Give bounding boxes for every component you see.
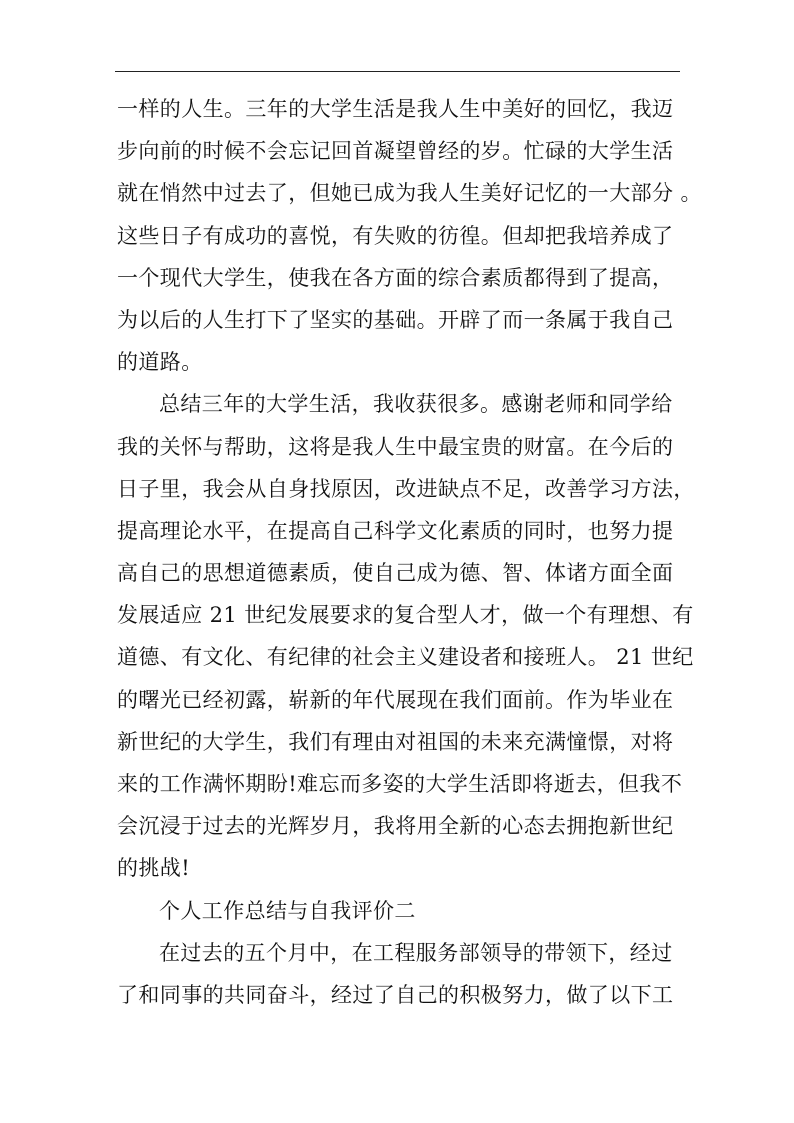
paragraph-first-line: 总结三年的大学生活，我收获很多。感谢老师和同学给: [159, 392, 673, 417]
text-line: 日子里，我会从自身找原因，改进缺点不足，改善学习方法，: [117, 476, 695, 501]
text-line: 新世纪的大学生，我们有理由对祖国的未来充满憧憬，对将: [117, 729, 674, 754]
section-heading: 个人工作总结与自我评价二: [159, 898, 416, 923]
document-body: [117, 88, 702, 1016]
text-line: 的道路。: [117, 350, 203, 375]
text-line: 这些日子有成功的喜悦，有失败的彷徨。但却把我培养成了: [117, 223, 674, 248]
text-line: 的挑战!: [117, 856, 191, 881]
text-line: 高自己的思想道德素质，使自己成为德、智、体诸方面全面: [117, 561, 674, 586]
text-line: 道德、有文化、有纪律的社会主义建设者和接班人。 21 世纪: [117, 645, 694, 670]
text-line: 步向前的时候不会忘记回首凝望曾经的岁。忙碌的大学生活: [117, 139, 674, 164]
text-line: 发展适应 21 世纪发展要求的复合型人才，做一个有理想、有: [117, 603, 694, 628]
text-line: 我的关怀与帮助，这将是我人生中最宝贵的财富。在今后的: [117, 434, 674, 459]
text-line: 会沉浸于过去的光辉岁月，我将用全新的心态去拥抱新世纪: [117, 814, 674, 839]
text-line: 一个现代大学生，使我在各方面的综合素质都得到了提高，: [117, 265, 674, 290]
text-line: 提高理论水平，在提高自己科学文化素质的同时，也努力提: [117, 518, 674, 543]
text-line: 一样的人生。三年的大学生活是我人生中美好的回忆，我迈: [117, 97, 674, 121]
header-rule: [115, 71, 680, 72]
text-line: 的曙光已经初露，崭新的年代展现在我们面前。作为毕业在: [117, 687, 674, 712]
text-line: 就在悄然中过去了，但她已成为我人生美好记忆的一大部分 。: [117, 181, 702, 206]
text-line: 来的工作满怀期盼!难忘而多姿的大学生活即将逝去，但我不: [117, 772, 683, 796]
text-line: 为以后的人生打下了坚实的基础。开辟了而一条属于我自己: [117, 307, 674, 332]
text-line: 了和同事的共同奋斗，经过了自己的积极努力，做了以下工: [117, 982, 674, 1007]
paragraph-first-line: 在过去的五个月中，在工程服务部领导的带领下，经过: [159, 940, 673, 965]
